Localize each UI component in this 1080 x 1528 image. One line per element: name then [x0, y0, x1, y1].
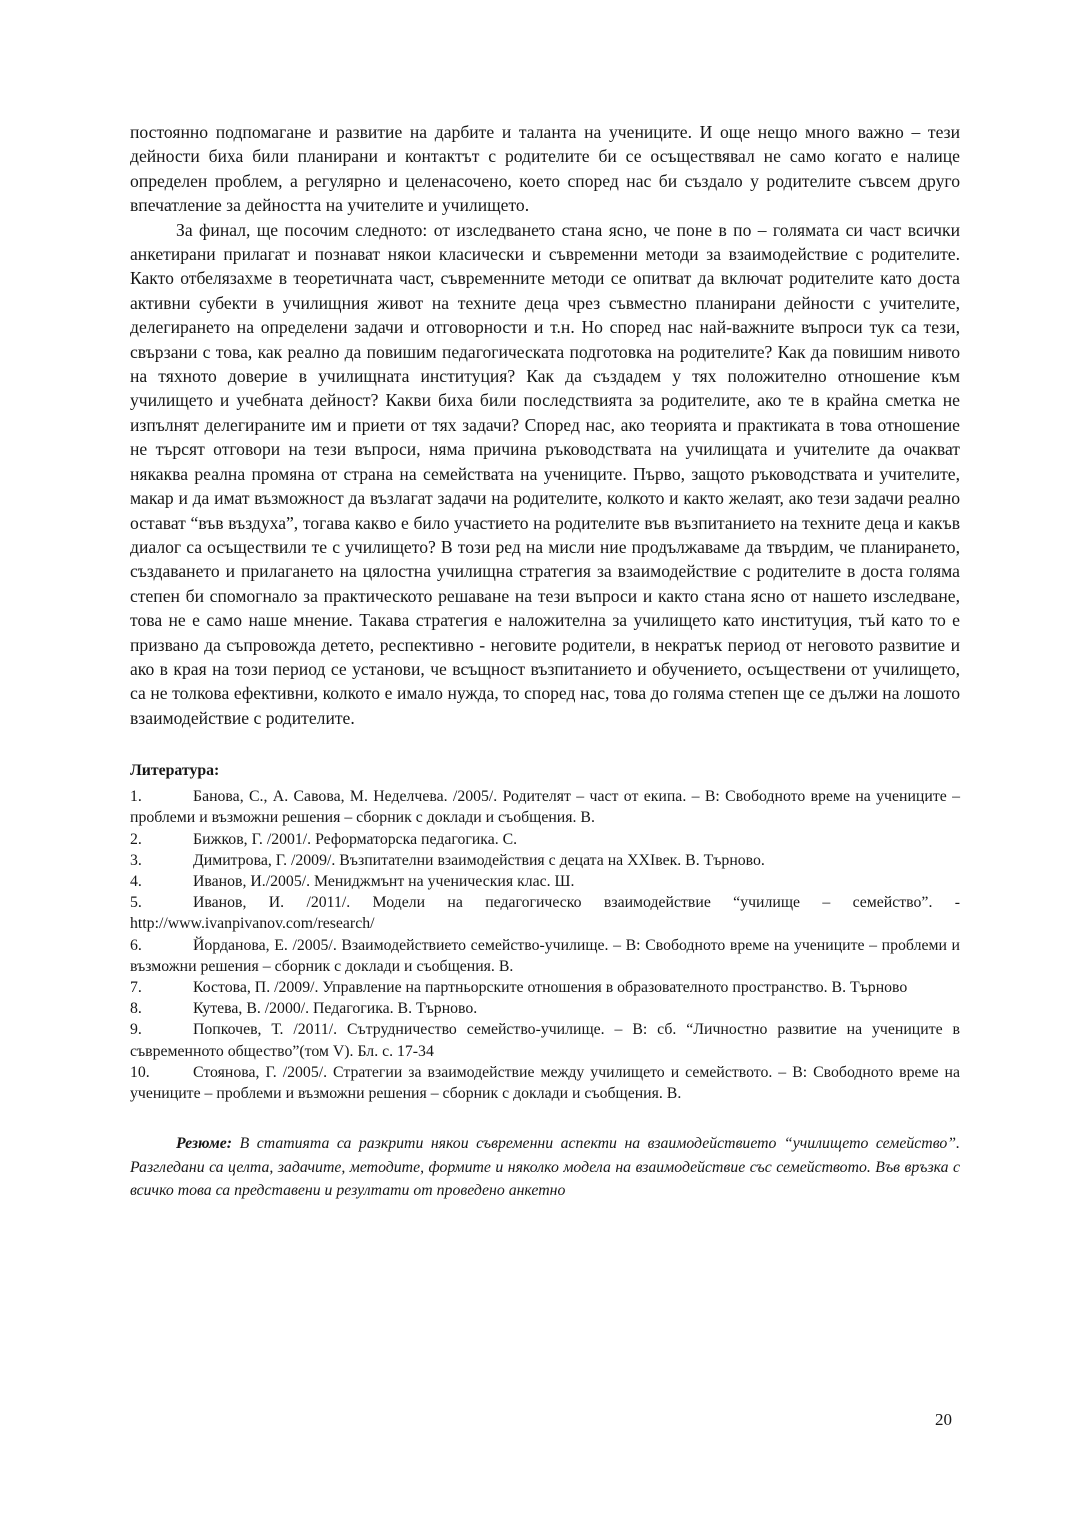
reference-number: 4. — [130, 872, 142, 890]
summary-paragraph — [130, 1132, 960, 1203]
body-paragraph: За финал, ще посочим следното: от изследването стана ясно, че поне в по – голямата си част всички анкетирани прилагат и познават някои класически и съвременни методи за взаимодействие с родителите. Както отбелязахме в теоретичната част, съвременните методи се опитват да включат родителите като доста активни субекти в училищния живот на техните деца чрез съвместно планирани дейности с учителите, делегирането на определени задачи и отговорности и т.н. Но според нас най-важните въпроси тук са тези, свързани с това, как реално да повишим педагогическата подготовка на родителите? Как да повишим нивото на тяхното доверие в училищната институция? Как да създадем у тях положително отношение към училището и учебната дейност? Какви биха били последствията за родителите, ако те в крайна сметка не изпълнят делегираните им и приети от тях задачи? Според нас, ако теорията и практиката в това отношение не търсят отговори на тези въпроси, няма причина ръководствата на училищата и учителите да очакват някаква реална промяна от страна на семействата на учениците. Първо, защото ръководствата и учителите, макар и да имат възможност да възлагат задачи на родителите, колкото и както желаят, ако тези задачи реално остават “във въздуха”, тогава какво е било участието на родителите във възпитанието на техните деца и какъв диалог са осъществили те с училището? В този ред на мисли ние продължаваме да твърдим, че планирането, създаването и прилагането на цялостна училищна стратегия за взаимодействие с родителите в доста голяма степен би спомогнало за практическото решаване на тези въпроси и както стана ясно от нашето изследване, това не е само наше мнение. Такава стратегия е наложителна за училището като институция, тъй като то е призвано да съпровожда детето, респективно - неговите родители, в некратък период от неговото развитие и ако в края на този период се установи, че всъщност възпитанието и обучението, осъществени от училището, са не толкова ефективни, колкото е имало нужда, то според нас, това до голяма степен ще се дължи на лошото взаимодействие с родителите. — [130, 219, 960, 728]
reference-item — [130, 1062, 960, 1104]
reference-number: 1. — [130, 788, 142, 806]
reference-text: Иванов, И./2005/. Мениджмънт на ученическия клас. Ш. — [193, 872, 575, 890]
reference-number: 7. — [130, 978, 142, 996]
reference-number: 3. — [130, 851, 142, 869]
page-content — [130, 120, 960, 1203]
reference-number: 10. — [130, 1063, 150, 1081]
reference-item — [130, 892, 960, 934]
summary-label: Резюме: — [176, 1135, 233, 1153]
reference-number: 5. — [130, 894, 142, 912]
reference-text: Кутева, В. /2000/. Педагогика. В. Търново. — [193, 1000, 478, 1018]
reference-number: 8. — [130, 1000, 142, 1018]
reference-item — [130, 998, 960, 1019]
reference-text: Попкочев, Т. /2011/. Сътрудничество семейство-училище. – В: сб. “Личностно развитие на учениците в съвременното общество”(том V). Бл. с. 17-34 — [130, 1021, 960, 1060]
reference-number: 6. — [130, 936, 142, 954]
reference-item — [130, 786, 960, 828]
reference-item — [130, 871, 960, 892]
reference-text: Бижков, Г. /2001/. Реформаторска педагогика. С. — [193, 830, 518, 848]
reference-text: Иванов, И. /2011/. Модели на педагогическо взаимодействие “училище – семейство”. - http://www.ivanpivanov.com/research/ — [130, 894, 960, 933]
reference-item — [130, 850, 960, 871]
reference-text: Костова, П. /2009/. Управление на партньорските отношения в образователното пространство. В. Търново — [193, 978, 908, 996]
reference-number: 2. — [130, 830, 142, 848]
reference-item — [130, 1019, 960, 1061]
summary-text: В статията са разкрити някои съвременни аспекти на взаимодействието “училището семейство”. Разгледани са целта, задачите, методите, формите и няколко модела на взаимодействие със семейството. Във връзка с всичко това са представени и резултати от проведено анкетно — [130, 1135, 960, 1200]
reference-number: 9. — [130, 1021, 142, 1039]
reference-item — [130, 829, 960, 850]
reference-text: Банова, С., А. Савова, М. Неделчева. /2005/. Родителят – част от екипа. – В: Свободното време на учениците – проблеми и възможни решения – сборник с доклади и съобщения. В. — [130, 788, 960, 827]
reference-text: Йорданова, Е. /2005/. Взаимодействието семейство-училище. – В: Свободното време на учениците – проблеми и възможни решения – сборник с доклади и съобщения. В. — [130, 936, 960, 975]
reference-text: Стоянова, Г. /2005/. Стратегии за взаимодействие между училището и семейството. – В: Свободното време на учениците – проблеми и възможни решения – сборник с доклади и съобщения. В. — [130, 1063, 960, 1102]
literature-heading: Литература: — [130, 762, 220, 780]
reference-text: Димитрова, Г. /2009/. Възпитателни взаимодействия с децата на XXIвек. В. Търново. — [193, 851, 765, 869]
reference-item — [130, 935, 960, 977]
body-paragraph: постоянно подпомагане и развитие на дарбите и таланта на учениците. И още нещо много важно – тези дейности биха били планирани и контактът с родителите би се осъществявал не само когато е налице определен проблем, а регулярно и целенасочено, което според нас би създало у родителите съвсем друго впечатление за дейността на учителите и училището. — [130, 122, 960, 216]
page-number: 20 — [935, 1410, 952, 1429]
reference-item — [130, 977, 960, 998]
